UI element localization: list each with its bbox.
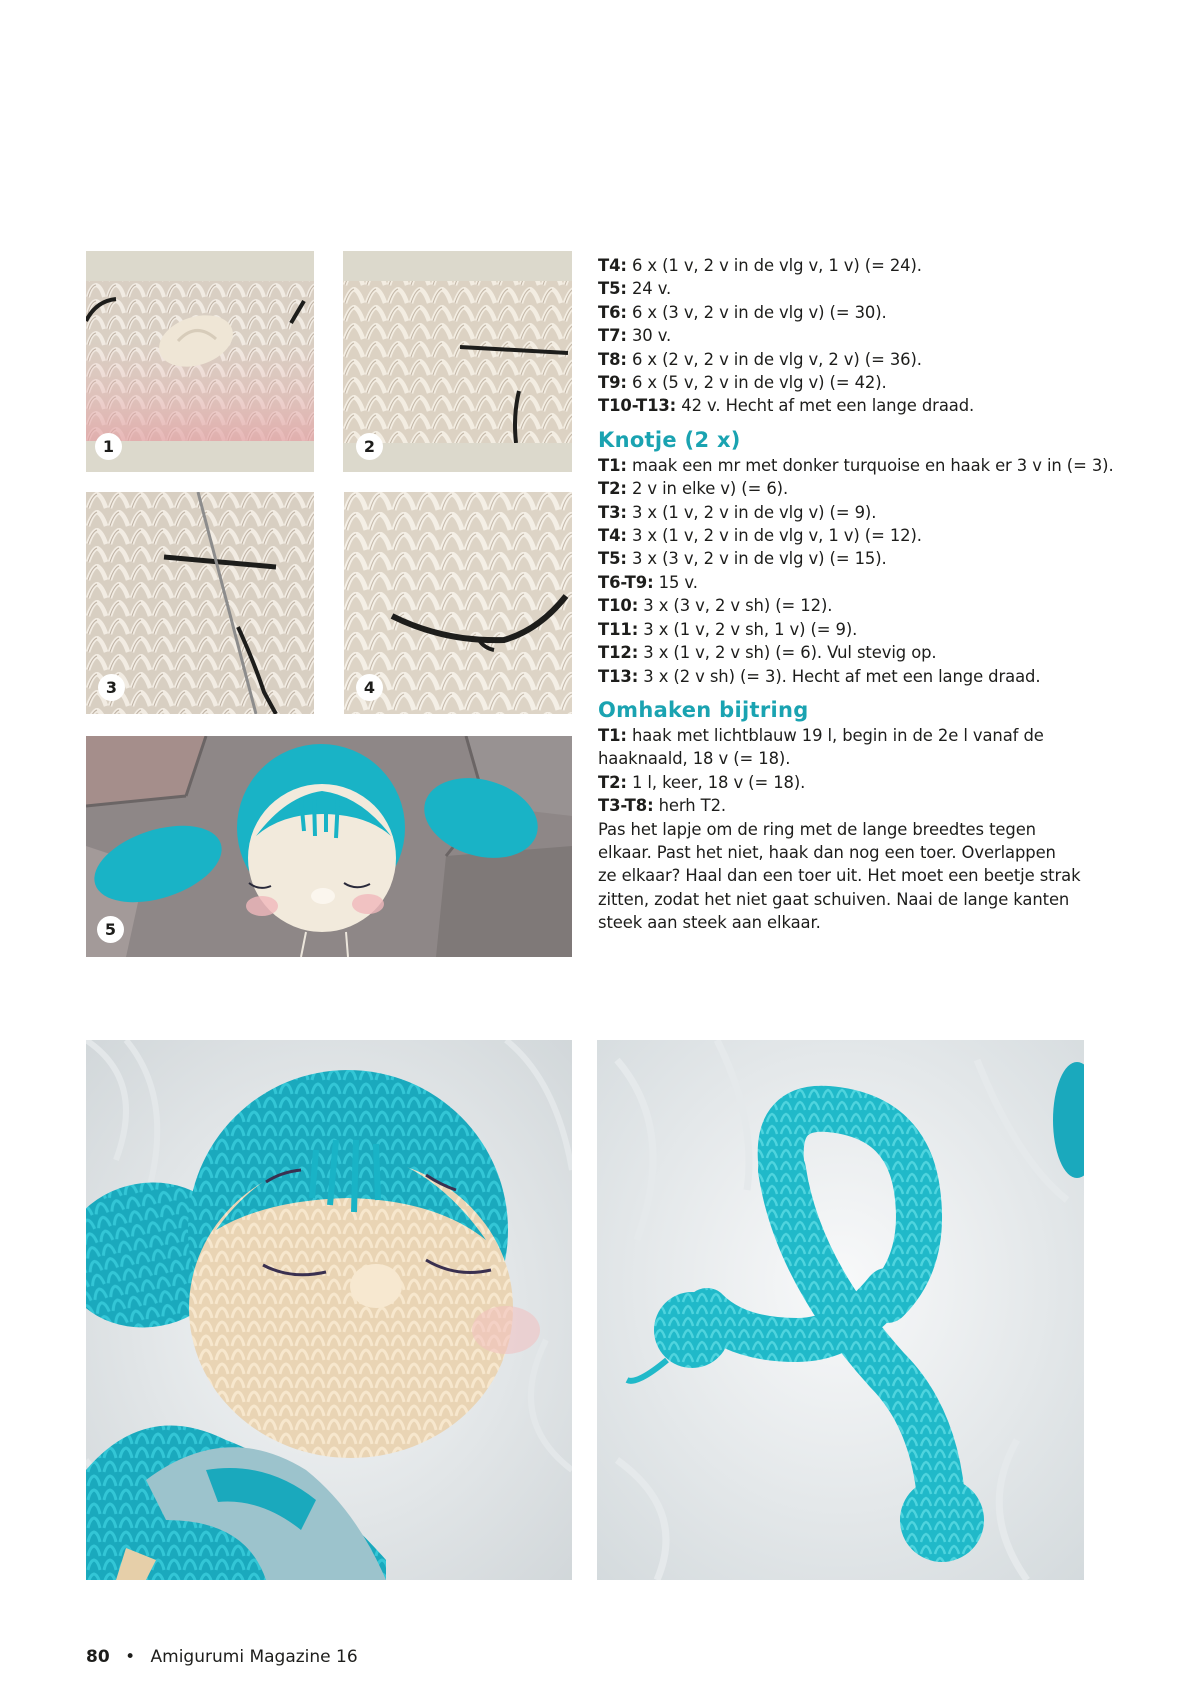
row-label: T13: xyxy=(598,666,639,686)
paragraph-line: steek aan steek aan elkaar. xyxy=(598,913,821,933)
step-number-4: 4 xyxy=(356,674,383,701)
row-label: T5: xyxy=(598,279,627,299)
row-text: 6 x (5 v, 2 v in de vlg v) (= 42). xyxy=(626,373,887,393)
pattern-row xyxy=(598,547,1098,570)
step-number-3: 3 xyxy=(98,674,125,701)
ring-wrap-photo xyxy=(597,1040,1084,1580)
pattern-row xyxy=(598,501,1098,524)
rows-part-1 xyxy=(598,254,1098,418)
row-text: 1 l, keer, 18 v (= 18). xyxy=(626,772,806,792)
row-label: T3: xyxy=(598,502,627,522)
row-text: 3 x (1 v, 2 v in de vlg v, 1 v) (= 12). xyxy=(626,526,922,546)
step-number-2: 2 xyxy=(356,433,383,460)
row-text: 15 v. xyxy=(653,572,698,592)
rows-omhaken xyxy=(598,724,1098,818)
pattern-row xyxy=(598,348,1098,371)
row-label: T4: xyxy=(598,256,627,275)
pattern-row xyxy=(598,277,1098,300)
row-label: T12: xyxy=(598,643,639,663)
pattern-row xyxy=(598,524,1098,547)
paragraph-line: elkaar. Past het niet, haak dan nog een toer. Overlappen xyxy=(598,842,1056,862)
pattern-row xyxy=(598,771,1098,794)
row-label: T5: xyxy=(598,549,627,569)
footer-bullet: • xyxy=(125,1647,136,1667)
pattern-row xyxy=(598,371,1098,394)
row-label: T3-T8: xyxy=(598,796,654,816)
page-number: 80 xyxy=(86,1647,110,1667)
row-text: 3 x (3 v, 2 v sh) (= 12). xyxy=(638,596,833,616)
row-text: 24 v. xyxy=(626,279,672,299)
pattern-row xyxy=(598,594,1098,617)
row-text: 6 x (2 v, 2 v in de vlg v, 2 v) (= 36). xyxy=(626,349,922,369)
pattern-text-column xyxy=(598,254,1114,935)
step-number-1: 1 xyxy=(95,433,122,460)
row-label: T2: xyxy=(598,772,627,792)
row-text: herh T2. xyxy=(653,796,727,816)
row-label: T6: xyxy=(598,302,627,322)
pattern-row xyxy=(598,571,1098,594)
row-label: T11: xyxy=(598,619,639,639)
row-text: 30 v. xyxy=(626,326,672,346)
pattern-row xyxy=(598,724,1098,747)
step-number-5: 5 xyxy=(97,916,124,943)
row-label: T10-T13: xyxy=(598,396,677,416)
row-text: 3 x (3 v, 2 v in de vlg v) (= 15). xyxy=(626,549,887,569)
row-label: T1: xyxy=(598,725,627,745)
pattern-row xyxy=(598,254,1098,277)
rows-knotje xyxy=(598,454,1114,688)
row-text: 2 v in elke v) (= 6). xyxy=(626,479,789,499)
row-label: T6-T9: xyxy=(598,572,654,592)
paragraph-line: zitten, zodat het niet gaat schuiven. Naai de lange kanten xyxy=(598,889,1070,909)
row-label: T9: xyxy=(598,373,627,393)
section-heading-omhaken: Omhaken bijtring xyxy=(598,697,809,722)
row-label: T8: xyxy=(598,349,627,369)
row-label: T2: xyxy=(598,479,627,499)
pattern-row xyxy=(598,324,1098,347)
row-label: T1: xyxy=(598,455,627,475)
row-text: 3 x (1 v, 2 v sh, 1 v) (= 9). xyxy=(638,619,858,639)
row-label: T7: xyxy=(598,326,627,346)
pattern-row xyxy=(598,301,1098,324)
row-text: 6 x (3 v, 2 v in de vlg v) (= 30). xyxy=(626,302,887,322)
row-text: haak met lichtblauw 19 l, begin in de 2e l vanaf de xyxy=(626,725,1044,745)
page-footer xyxy=(86,1645,358,1669)
section-heading-knotje: Knotje (2 x) xyxy=(598,427,741,452)
row-text: 3 x (2 v sh) (= 3). Hecht af met een lange draad. xyxy=(638,666,1041,686)
pattern-row xyxy=(598,794,1098,817)
step-photo-5 xyxy=(86,736,572,957)
row-text: haaknaald, 18 v (= 18). xyxy=(598,749,791,769)
row-label: T10: xyxy=(598,596,639,616)
pattern-row xyxy=(598,747,1098,770)
pattern-row xyxy=(598,477,1098,500)
row-text: 42 v. Hecht af met een lange draad. xyxy=(676,396,975,416)
magazine-title: Amigurumi Magazine 16 xyxy=(150,1647,358,1667)
pattern-row xyxy=(598,618,1098,641)
paragraph-line: ze elkaar? Haal dan een toer uit. Het moet een beetje strak xyxy=(598,866,1081,886)
row-label: T4: xyxy=(598,526,627,546)
doll-head-photo xyxy=(86,1040,572,1580)
paragraph-line: Pas het lapje om de ring met de lange breedtes tegen xyxy=(598,819,1036,839)
pattern-row xyxy=(598,665,1098,688)
row-text: 6 x (1 v, 2 v in de vlg v, 1 v) (= 24). xyxy=(626,256,922,275)
row-text: 3 x (1 v, 2 v sh) (= 6). Vul stevig op. xyxy=(638,643,937,663)
pattern-row xyxy=(598,394,1098,417)
row-text: maak een mr met donker turquoise en haak er 3 v in (= 3). xyxy=(626,455,1114,475)
pattern-row xyxy=(598,641,1098,664)
instructions-paragraph xyxy=(598,818,1098,935)
row-text: 3 x (1 v, 2 v in de vlg v) (= 9). xyxy=(626,502,877,522)
pattern-row xyxy=(598,454,1114,477)
